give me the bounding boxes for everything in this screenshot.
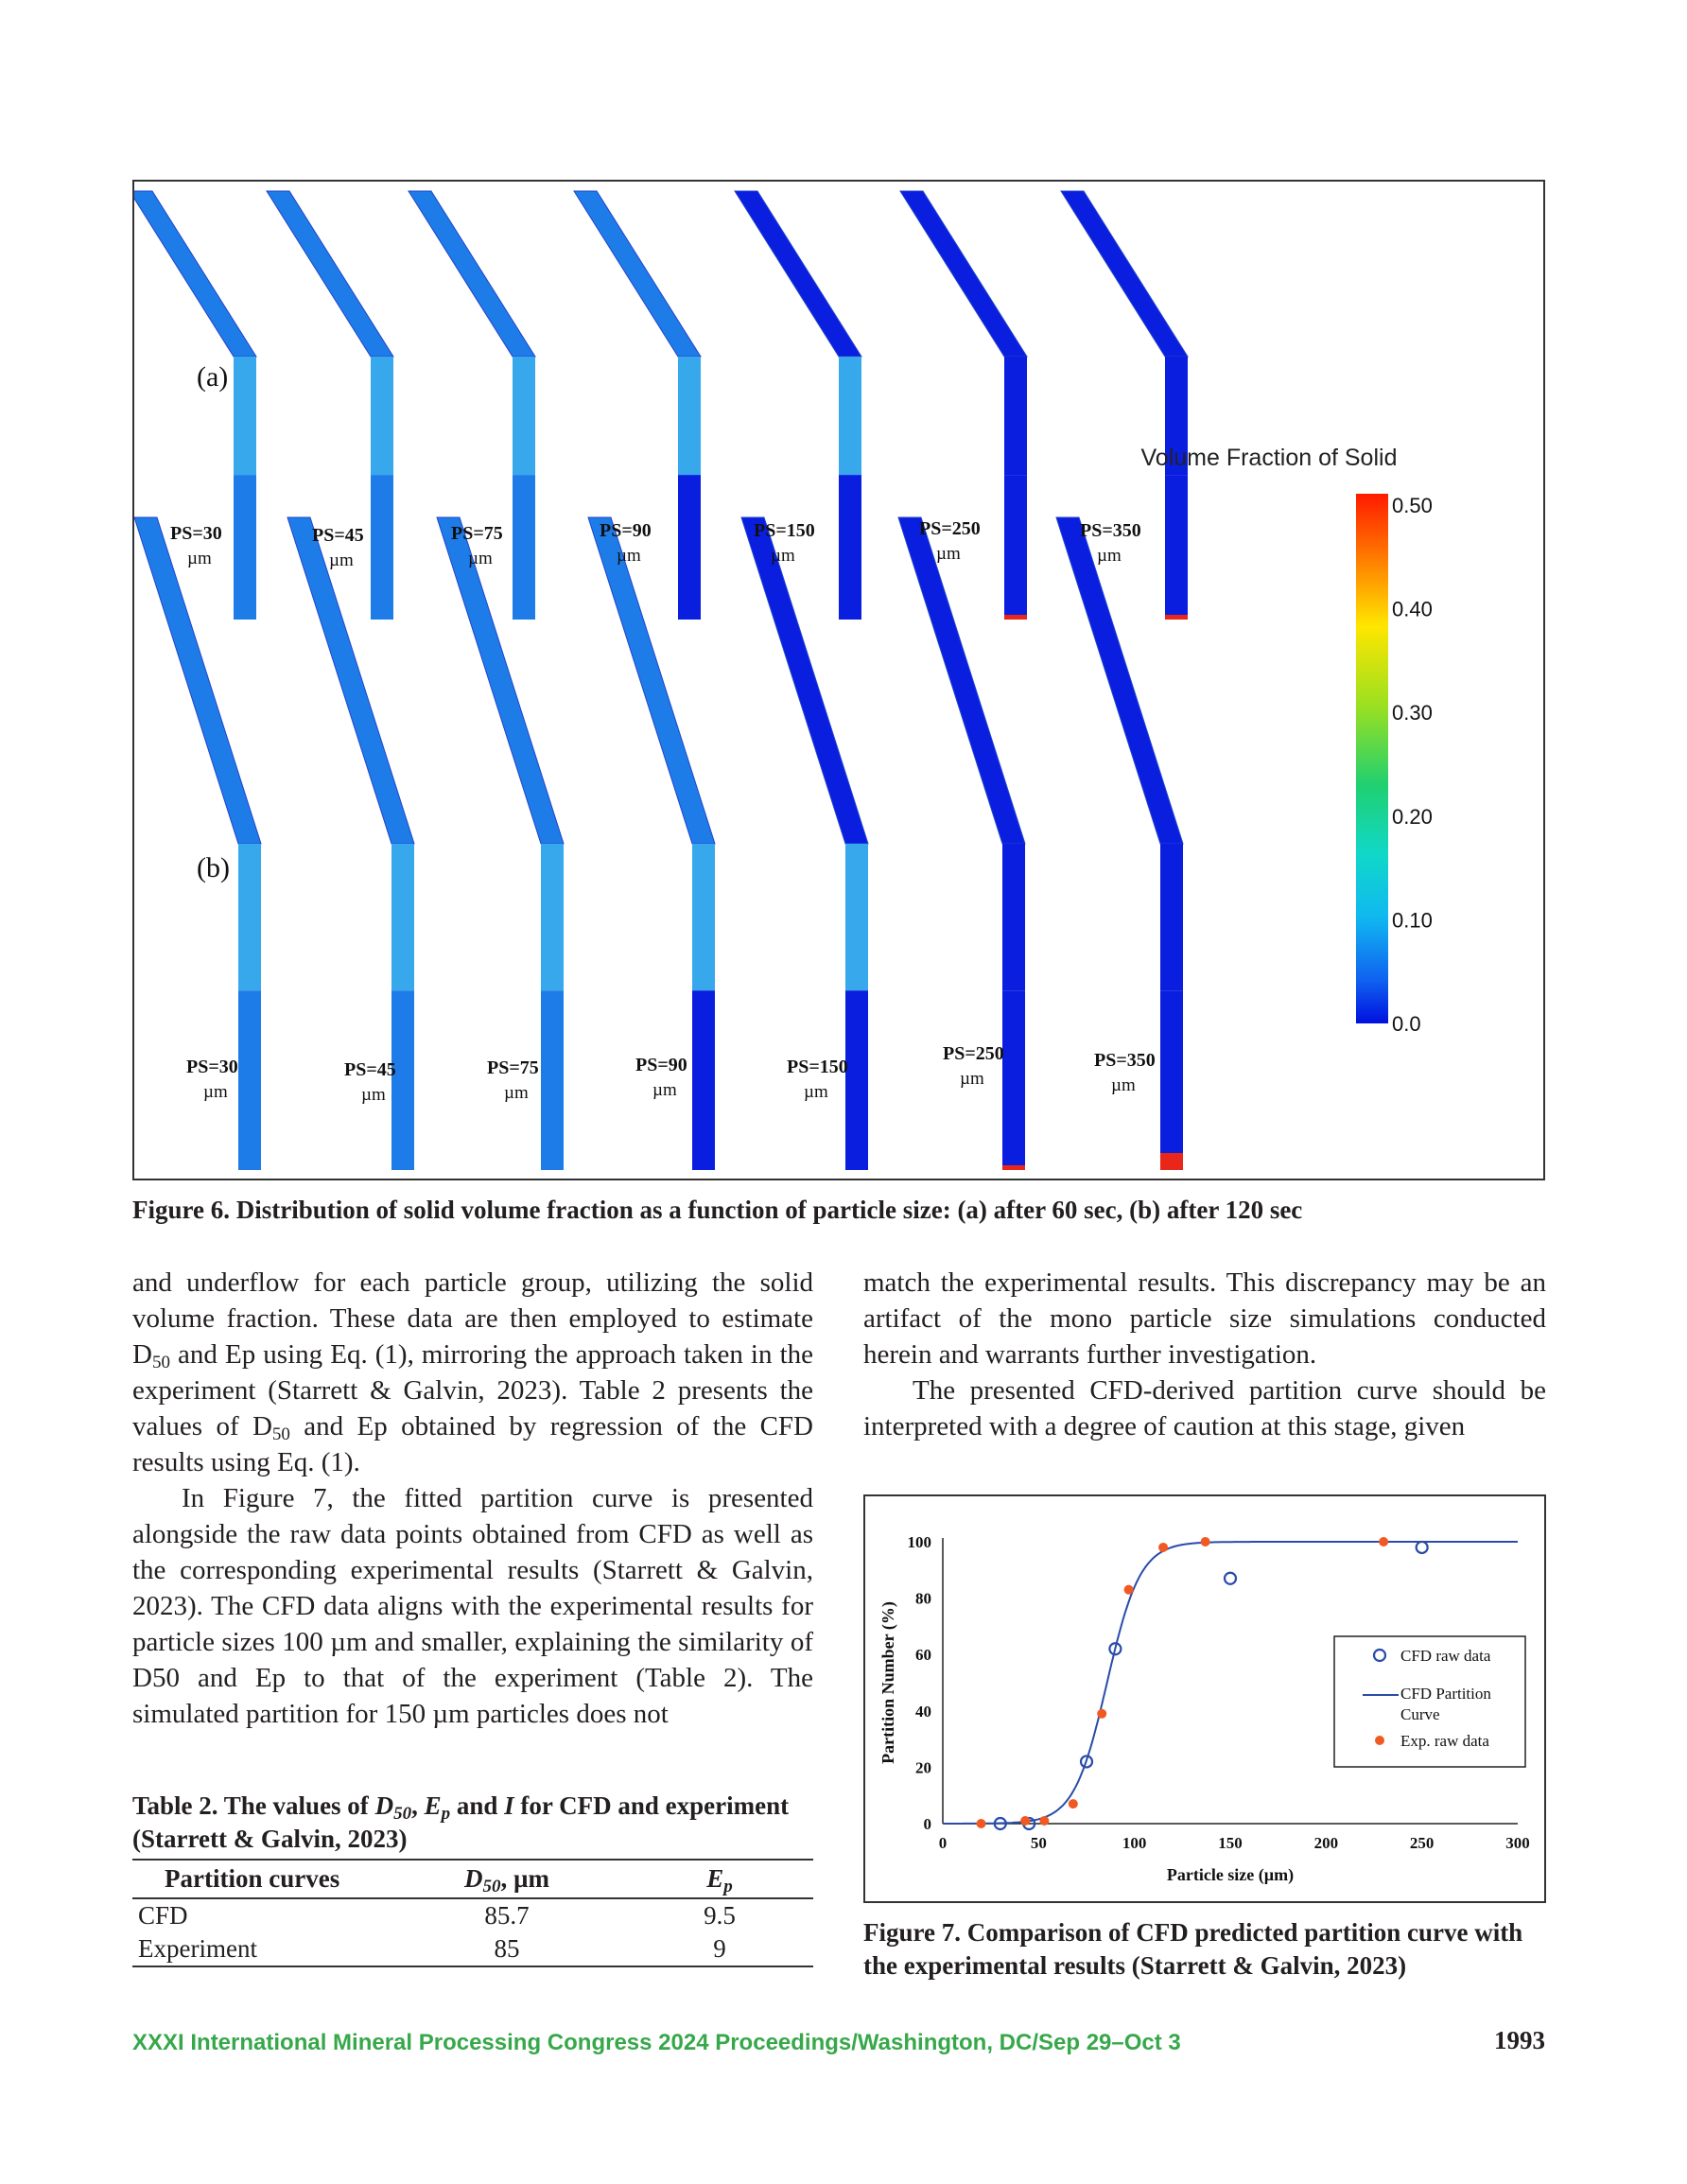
- figure-7: [863, 1494, 1546, 1903]
- left-column: [132, 1265, 813, 1732]
- table-header-row: [132, 1860, 813, 1898]
- figure-6-graphic: [134, 182, 1543, 1179]
- panel-a-label: (a): [197, 361, 229, 393]
- table-2-caption: Table 2. The values of $D_{50}$, $E_p$ and I for CFD and experiment (Starrett & Galvin, 2023): [132, 1791, 790, 1853]
- paragraph: and underflow for each particle group, utilizing the solid volume fraction. These data are then employed to estimate $D_{50}$ and Ep using Eq. (1), mirroring the approach taken in the experiment (Starrett & Galvin, 2023). Table 2 presents the values of $D_{50}$ and Ep obtained by regression of the CFD results using Eq. (1).: [132, 1267, 813, 1477]
- colorbar: [1356, 494, 1388, 1023]
- table-row: [132, 1898, 813, 1932]
- ps-label-b-3: PS=90: [635, 1055, 687, 1075]
- exp-raw-point: [1201, 1537, 1210, 1546]
- y-tick-label: 100: [907, 1533, 931, 1551]
- col-header-ep: $E_p$: [626, 1860, 813, 1898]
- exp-raw-point: [1020, 1816, 1030, 1826]
- cfd-raw-point: [1225, 1573, 1236, 1584]
- table-cell: 9.5: [704, 1901, 736, 1930]
- colorbar-tick-label: 0.10: [1392, 908, 1433, 933]
- ps-unit-a-4: µm: [771, 546, 795, 566]
- y-tick-label: 20: [915, 1758, 931, 1777]
- ps-unit-a-1: µm: [329, 550, 354, 570]
- ps-label-a-0: PS=30: [170, 523, 222, 544]
- ps-unit-b-6: µm: [1111, 1075, 1136, 1095]
- ps-label-a-6: PS=350: [1080, 520, 1141, 541]
- ps-label-a-3: PS=90: [600, 520, 652, 541]
- ps-label-b-1: PS=45: [344, 1059, 396, 1080]
- cfd-raw-point: [1417, 1542, 1428, 1553]
- table-cell: 9: [626, 1932, 813, 1966]
- y-tick-label: 60: [915, 1646, 931, 1665]
- col-header-d50: $D_{50}$, µm: [388, 1860, 626, 1898]
- figure-6: [132, 180, 1545, 1180]
- exp-raw-point: [1039, 1816, 1049, 1826]
- table-cell: CFD: [138, 1901, 188, 1930]
- ps-unit-b-4: µm: [804, 1082, 828, 1102]
- ps-label-b-2: PS=75: [487, 1057, 539, 1078]
- ps-label-b-6: PS=350: [1094, 1050, 1156, 1071]
- ps-unit-a-6: µm: [1097, 546, 1122, 566]
- table-cell: 85: [388, 1932, 626, 1966]
- x-tick-label: 50: [1030, 1834, 1047, 1852]
- legend-curve-label-line2: Curve: [1400, 1705, 1440, 1723]
- ps-unit-b-5: µm: [960, 1069, 984, 1089]
- legend-exp-marker: [1375, 1736, 1384, 1745]
- y-tick-label: 40: [915, 1702, 931, 1721]
- ps-label-a-4: PS=150: [754, 520, 815, 541]
- y-axis-label: Partition Number (%): [878, 1601, 897, 1764]
- colorbar-tick-label: 0.50: [1392, 494, 1433, 517]
- x-tick-label: 250: [1409, 1834, 1435, 1852]
- col-header-partition-curves: Partition curves: [132, 1860, 388, 1898]
- y-tick-label: 0: [923, 1815, 931, 1833]
- legend-exp-label: Exp. raw data: [1400, 1732, 1489, 1750]
- exp-raw-point: [1097, 1709, 1106, 1719]
- ps-label-a-1: PS=45: [312, 525, 364, 546]
- figure-7-caption: Figure 7. Comparison of CFD predicted partition curve with the experimental results (Starrett & Galvin, 2023): [863, 1918, 1523, 1980]
- x-tick-label: 100: [1122, 1834, 1147, 1852]
- exp-raw-point: [1124, 1585, 1134, 1595]
- ps-unit-a-3: µm: [617, 546, 641, 566]
- panel-b-label: (b): [197, 852, 230, 883]
- footer-proceedings: XXXI International Mineral Processing Congress 2024 Proceedings/Washington, DC/Sep 29–Oct 3: [132, 2030, 1181, 2055]
- x-axis-label: Particle size (µm): [1166, 1865, 1295, 1884]
- colorbar-tick-label: 0.30: [1392, 701, 1433, 725]
- ps-label-b-0: PS=30: [186, 1057, 238, 1077]
- table-2: [132, 1859, 813, 1967]
- colorbar-title: Volume Fraction of Solid: [1140, 445, 1398, 471]
- colorbar-tick-label: 0.20: [1392, 804, 1433, 829]
- exp-raw-point: [1069, 1799, 1078, 1808]
- figure-6-caption: Figure 6. Distribution of solid volume fraction as a function of particle size: (a) after 60 sec, (b) after 120 sec: [132, 1196, 1303, 1224]
- y-tick-label: 80: [915, 1589, 931, 1608]
- colorbar-tick-label: 0.0: [1392, 1012, 1421, 1036]
- x-tick-label: 200: [1313, 1834, 1339, 1852]
- legend-curve-label: CFD Partition: [1400, 1685, 1491, 1703]
- tube-b-6: [1056, 517, 1183, 1170]
- ps-label-a-5: PS=250: [919, 518, 981, 539]
- exp-raw-point: [977, 1819, 986, 1828]
- x-tick-label: 150: [1218, 1834, 1243, 1852]
- ps-unit-b-1: µm: [361, 1085, 386, 1105]
- x-tick-label: 300: [1505, 1834, 1530, 1852]
- ps-unit-b-0: µm: [203, 1082, 228, 1102]
- colorbar-tick-label: 0.40: [1392, 597, 1433, 621]
- exp-raw-point: [1158, 1543, 1168, 1552]
- x-tick-label: 0: [938, 1834, 948, 1852]
- table-row: [132, 1932, 813, 1966]
- table-cell: Experiment: [132, 1932, 388, 1966]
- ps-label-b-4: PS=150: [787, 1057, 848, 1077]
- ps-label-a-2: PS=75: [451, 523, 503, 544]
- ps-unit-a-0: µm: [187, 549, 212, 568]
- legend-cfd-raw-label: CFD raw data: [1400, 1647, 1491, 1665]
- exp-raw-point: [1379, 1537, 1388, 1546]
- page-number: 1993: [1494, 2026, 1545, 2054]
- ps-unit-b-3: µm: [652, 1080, 677, 1100]
- right-column: [863, 1265, 1546, 1444]
- ps-unit-a-5: µm: [936, 544, 961, 564]
- paragraph: The presented CFD-derived partition curve should be interpreted with a degree of caution at this stage, given: [863, 1375, 1546, 1441]
- ps-label-b-5: PS=250: [943, 1043, 1004, 1064]
- ps-unit-a-2: µm: [468, 549, 493, 568]
- paragraph: In Figure 7, the fitted partition curve is presented alongside the raw data points obtained from CFD as well as the corresponding experimental results (Starrett & Galvin, 2023). The CFD data aligns with the experimental results for particle sizes 100 µm and smaller, explaining the similarity of D50 and Ep to that of the experiment (Table 2). The simulated partition for 150 µm particles does not: [132, 1483, 813, 1729]
- table-cell: 85.7: [484, 1901, 530, 1930]
- partition-chart: [865, 1496, 1544, 1901]
- paragraph: match the experimental results. This discrepancy may be an artifact of the mono particle size simulations conducted herein and warrants further investigation.: [863, 1267, 1546, 1370]
- ps-unit-b-2: µm: [504, 1083, 529, 1103]
